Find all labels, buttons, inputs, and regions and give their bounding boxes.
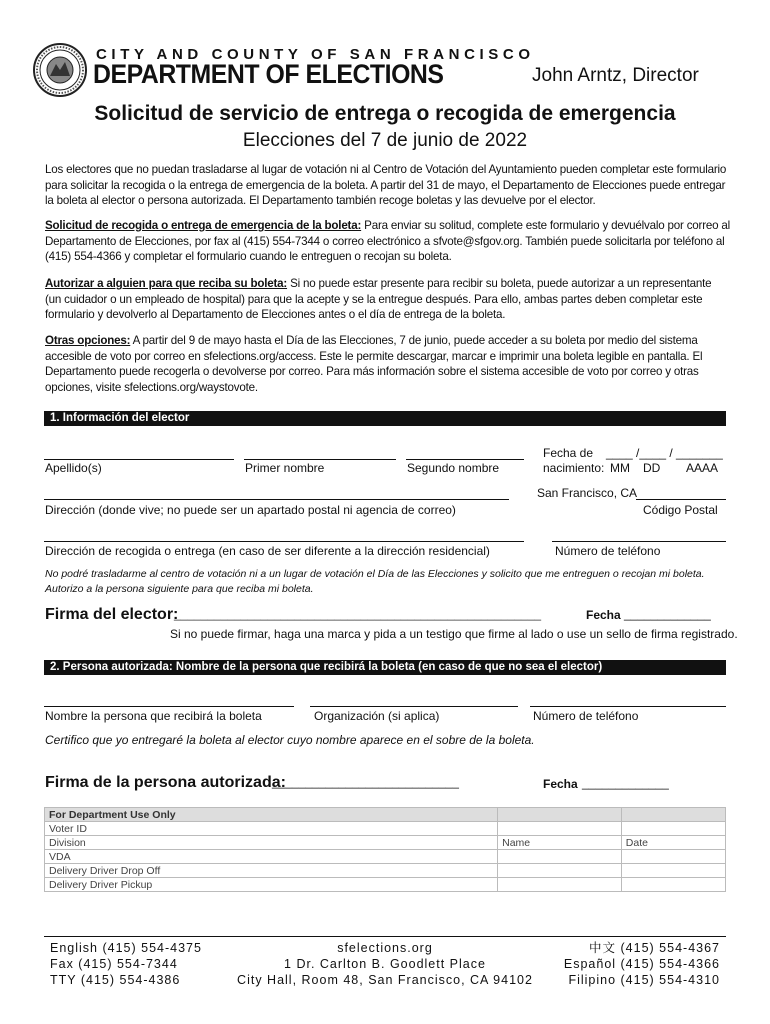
director-name: John Arntz, Director <box>532 65 699 86</box>
voter-date-line[interactable]: _____________ <box>624 607 711 621</box>
request-heading: Solicitud de recogida o entrega de emergencia de la boleta: <box>45 219 362 232</box>
other-options-text: A partir del 9 de mayo hasta el Día de las Elecciones, 7 de junio, puede acceder a su boleta por medio del sistema accesible de voto por correo en sfelections.org/access. Este le permite descargar, marcar e imprimir una boleta legible en pantalla. El Departamento puede recogerla o devolverse por correo. Para más información sobre el sistema accesible de voto por correo y otras opciones, visite sfelections.org/waystovote. <box>45 334 703 394</box>
dob-label-2: nacimiento: <box>543 461 605 475</box>
zip-line[interactable] <box>636 499 726 500</box>
city-seal-icon <box>32 42 88 98</box>
phone-label: Número de teléfono <box>555 544 661 558</box>
organization-label: Organización (si aplica) <box>314 709 440 723</box>
certification-text: Certifico que yo entregaré la boleta al elector cuyo nombre aparece en el sobre de la boleta. <box>45 733 535 747</box>
city-label: San Francisco, CA <box>537 486 638 500</box>
signature-note: Si no puede firmar, haga una marca y pida a un testigo que firme al lado o use un sello de firma registrado. <box>170 627 738 641</box>
request-text: Para enviar su solitud, complete este formulario y devuélvalo por correo al Departamento de Elecciones, por fax al (415) 554-7344 o correo electrónico a sfvote@sfgov.org. También puede solicitarla por teléfono al (415) 554-4366 y completar el formulario cuando le entreguen o recojan su boleta. <box>45 219 731 263</box>
dob-mm: MM <box>610 461 630 475</box>
request-paragraph <box>45 218 730 265</box>
dept-row-label: VDA <box>45 850 498 864</box>
dob-field[interactable]: ____ /____ / _______ <box>606 446 723 460</box>
firstname-line[interactable] <box>244 459 396 460</box>
middlename-line[interactable] <box>406 459 524 460</box>
department-heading: DEPARTMENT OF ELECTIONS <box>93 59 444 89</box>
address-label: Dirección (donde vive; no puede ser un apartado postal ni agencia de correo) <box>45 503 456 517</box>
authorized-name-label: Nombre la persona que recibirá la boleta <box>45 709 262 723</box>
footer-spanish: Español (415) 554-4366 <box>563 957 720 971</box>
dept-row-label: Delivery Driver Drop Off <box>45 864 498 878</box>
intro-paragraph: Los electores que no puedan trasladarse al lugar de votación ni al Centro de Votación del Ayuntamiento pueden completar este formulario para solicitar la recogida o la entrega de emergencia de la boleta. A partir del 31 de mayo, el Departamento de Elecciones puede entregar la boleta al elector o persona autorizada. El Departamento también recoge boletas y las devuelve por el elector. <box>45 163 727 207</box>
footer-website[interactable]: sfelections.org <box>337 941 433 955</box>
section-2-bar: 2. Persona autorizada: Nombre de la persona que recibirá la boleta (en caso de que no sea el elector) <box>44 660 726 675</box>
footer-chinese: 中文 (415) 554-4367 <box>589 941 720 955</box>
middlename-label: Segundo nombre <box>407 461 500 475</box>
dept-name-label: Name <box>498 836 622 850</box>
authorize-paragraph <box>45 276 730 323</box>
other-options-heading: Otras opciones: <box>45 334 131 347</box>
dept-date-label: Date <box>621 836 725 850</box>
footer-filipino: Filipino (415) 554-4310 <box>568 973 720 987</box>
authorized-date-label: Fecha <box>543 777 578 791</box>
zip-label: Código Postal <box>643 503 718 517</box>
address-line[interactable] <box>44 499 509 500</box>
voter-statement-2: Autorizo a la persona siguiente para que reciba mi boleta. <box>45 583 314 595</box>
voter-statement-1: No podré trasladarme al centro de votación ni a un lugar de votación el Día de las Elecciones y solicito que me entreguen o recojan mi boleta. <box>45 568 705 580</box>
voter-date-label: Fecha <box>586 608 621 622</box>
footer-fax: Fax (415) 554-7344 <box>50 957 178 971</box>
footer-right <box>540 940 720 988</box>
section-1-bar: 1. Información del elector <box>44 411 726 426</box>
dept-row-label: Voter ID <box>45 822 498 836</box>
voter-signature-label: Firma del elector: <box>45 606 179 623</box>
form-title: Solicitud de servicio de entrega o recogida de emergencia <box>94 102 676 125</box>
footer-address-1: 1 Dr. Carlton B. Goodlett Place <box>284 957 486 971</box>
authorize-text: Si no puede estar presente para recibir su boleta, puede autorizar a un representante (un cuidador o un empleado de hospital) para que la acepte y se la entregue después. Para ello, ambas partes deben completar este formulario y devolverlo al Departamento de Elecciones antes o el día de entrega de la boleta. <box>45 277 712 321</box>
authorize-heading: Autorizar a alguien para que reciba su boleta: <box>45 277 288 290</box>
footer-english: English (415) 554-4375 <box>50 941 202 955</box>
firstname-label: Primer nombre <box>245 461 325 475</box>
lastname-line[interactable] <box>44 459 234 460</box>
dept-row-label: Delivery Driver Pickup <box>45 878 498 892</box>
authorized-signature-label: Firma de la persona autorizada: <box>45 774 286 791</box>
lastname-label: Apellido(s) <box>45 461 102 475</box>
form-subtitle: Elecciones del 7 de junio de 2022 <box>242 130 528 151</box>
footer-tty: TTY (415) 554-4386 <box>50 973 181 987</box>
other-options-paragraph <box>45 333 730 395</box>
authorized-phone-label: Número de teléfono <box>533 709 639 723</box>
authorized-phone-line[interactable] <box>530 706 726 707</box>
dob-aaaa: AAAA <box>686 461 719 475</box>
footer-rule <box>44 936 726 937</box>
phone-line[interactable] <box>552 541 726 542</box>
authorized-date-line[interactable]: _____________ <box>582 776 669 790</box>
voter-signature-line[interactable]: _______________________________________________________ <box>174 607 542 621</box>
authorized-signature-line[interactable]: ____________________________ <box>272 775 459 789</box>
dept-row-label: Division <box>45 836 498 850</box>
dob-dd: DD <box>643 461 661 475</box>
city-county-heading: CITY AND COUNTY OF SAN FRANCISCO <box>96 46 535 63</box>
department-use-table <box>44 807 726 892</box>
authorized-name-line[interactable] <box>44 706 294 707</box>
dept-use-header: For Department Use Only <box>45 808 498 822</box>
footer-left <box>50 940 202 988</box>
dob-label-1: Fecha de <box>543 446 594 460</box>
footer-address-2: City Hall, Room 48, San Francisco, CA 94102 <box>237 973 533 987</box>
footer-center <box>230 940 540 988</box>
organization-line[interactable] <box>310 706 518 707</box>
pickup-address-label: Dirección de recogida o entrega (en caso de ser diferente a la dirección residencial) <box>45 544 490 558</box>
pickup-address-line[interactable] <box>44 541 524 542</box>
